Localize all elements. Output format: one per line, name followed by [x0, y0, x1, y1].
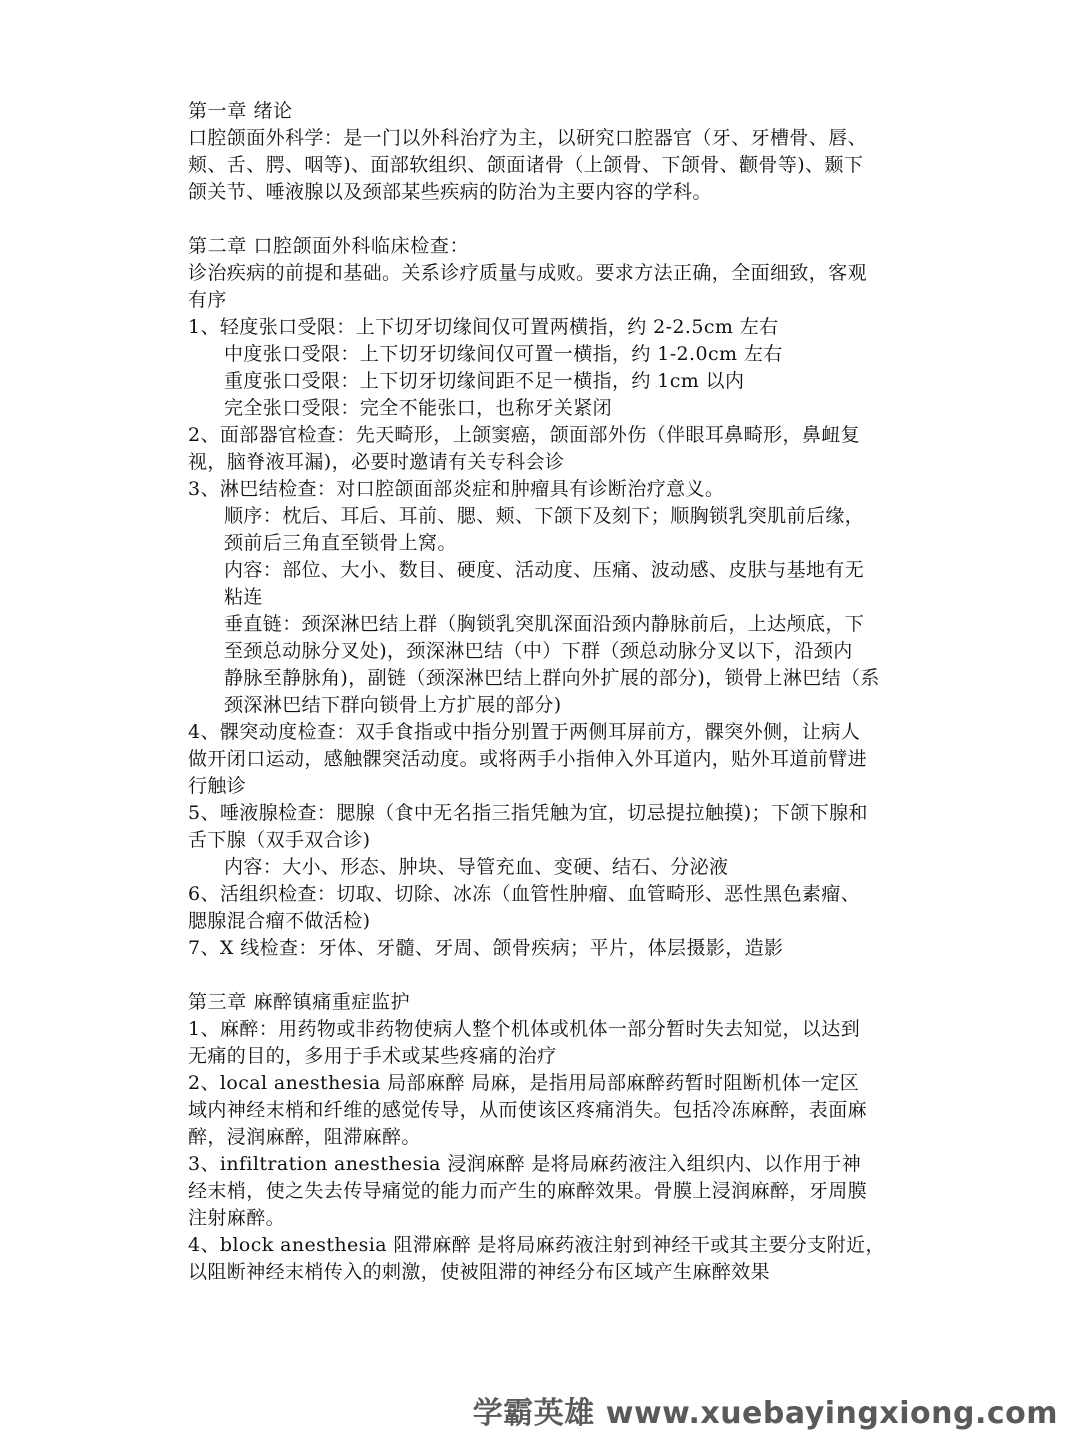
- list-item: 行触诊: [188, 775, 247, 797]
- list-subitem: 完全张口受限：完全不能张口，也称牙关紧闭: [224, 397, 613, 419]
- list-item: 以阻断神经末梢传入的刺激，使被阻滞的神经分布区域产生麻醉效果: [188, 1261, 771, 1283]
- paragraph-line: 颊、舌、腭、咽等)、面部软组织、颌面诸骨（上颌骨、下颌骨、颧骨等)、颞下: [188, 154, 864, 176]
- list-subitem: 中度张口受限：上下切牙切缘间仅可置一横指，约 1-2.0cm 左右: [224, 343, 783, 365]
- list-item: 做开闭口运动，感触髁突活动度。或将两手小指伸入外耳道内，贴外耳道前臂进: [188, 748, 868, 770]
- list-item: 1、麻醉：用药物或非药物使病人整个机体或机体一部分暂时失去知觉，以达到: [188, 1018, 861, 1040]
- site-watermark: 学霸英雄 www.xuebayingxiong.com: [472, 1396, 1058, 1431]
- list-item: 视，脑脊液耳漏)，必要时邀请有关专科会诊: [188, 451, 565, 473]
- list-item: 无痛的目的，多用于手术或某些疼痛的治疗: [188, 1045, 557, 1067]
- document-body: [188, 98, 908, 1286]
- list-subitem: 颈深淋巴结下群向锁骨上方扩展的部分): [224, 694, 562, 716]
- list-item: 4、髁突动度检查：双手食指或中指分别置于两侧耳屏前方，髁突外侧，让病人: [188, 721, 861, 743]
- list-item: 1、轻度张口受限：上下切牙切缘间仅可置两横指，约 2-2.5cm 左右: [188, 316, 779, 338]
- list-subitem: 顺序：枕后、耳后、耳前、腮、颊、下颌下及刻下；顺胸锁乳突肌前后缘，: [224, 505, 865, 527]
- section-gap: [188, 962, 908, 989]
- list-item: 腮腺混合瘤不做活检): [188, 910, 371, 932]
- paragraph-line: 诊治疾病的前提和基础。关系诊疗质量与成败。要求方法正确，全面细致，客观: [188, 262, 868, 284]
- list-item: 经末梢，使之失去传导痛觉的能力而产生的麻醉效果。骨膜上浸润麻醉，牙周膜: [188, 1180, 868, 1202]
- list-item: 醉，浸润麻醉，阻滞麻醉。: [188, 1126, 421, 1148]
- paragraph-line: 颌关节、唾液腺以及颈部某些疾病的防治为主要内容的学科。: [188, 181, 712, 203]
- chapter-2-title: 第二章 口腔颌面外科临床检查：: [188, 235, 470, 257]
- list-subitem: 至颈总动脉分叉处)，颈深淋巴结（中）下群（颈总动脉分叉以下，沿颈内: [224, 640, 853, 662]
- list-subitem: 粘连: [224, 586, 263, 608]
- list-item: 3、infiltration anesthesia 浸润麻醉 是将局麻药液注入组织内、以作用于神: [188, 1153, 862, 1175]
- section-gap: [188, 206, 908, 233]
- list-item: 舌下腺（双手双合诊): [188, 829, 371, 851]
- list-subitem: 静脉至静脉角)，副链（颈深淋巴结上群向外扩展的部分)，锁骨上淋巴结（系: [224, 667, 880, 689]
- list-item: 6、活组织检查：切取、切除、冰冻（血管性肿瘤、血管畸形、恶性黑色素瘤、: [188, 883, 861, 905]
- list-item: 注射麻醉。: [188, 1207, 286, 1229]
- list-item: 4、block anesthesia 阻滞麻醉 是将局麻药液注射到神经干或其主要分支附近，: [188, 1234, 885, 1256]
- chapter-3-title: 第三章 麻醉镇痛重症监护: [188, 991, 411, 1013]
- list-item: 域内神经末梢和纤维的感觉传导，从而使该区疼痛消失。包括冷冻麻醉，表面麻: [188, 1099, 868, 1121]
- list-subitem: 重度张口受限：上下切牙切缘间距不足一横指，约 1cm 以内: [224, 370, 745, 392]
- paragraph-line: 有序: [188, 289, 227, 311]
- list-subitem: 内容：大小、形态、肿块、导管充血、变硬、结石、分泌液: [224, 856, 729, 878]
- list-item: 5、唾液腺检查：腮腺（食中无名指三指凭触为宜，切忌提拉触摸)；下颌下腺和: [188, 802, 868, 824]
- list-item: 7、X 线检查：牙体、牙髓、牙周、颌骨疾病；平片，体层摄影，造影: [188, 937, 784, 959]
- list-subitem: 内容：部位、大小、数目、硬度、活动度、压痛、波动感、皮肤与基地有无: [224, 559, 865, 581]
- list-item: 2、面部器官检查：先天畸形，上颌窦癌，颌面部外伤（伴眼耳鼻畸形，鼻衄复: [188, 424, 861, 446]
- chapter-1-title: 第一章 绪论: [188, 100, 293, 122]
- list-subitem: 颈前后三角直至锁骨上窝。: [224, 532, 457, 554]
- list-subitem: 垂直链：颈深淋巴结上群（胸锁乳突肌深面沿颈内静脉前后，上达颅底，下: [224, 613, 865, 635]
- list-item: 2、local anesthesia 局部麻醉 局麻，是指用局部麻醉药暂时阻断机体一定区: [188, 1072, 860, 1094]
- list-item: 3、淋巴结检查：对口腔颌面部炎症和肿瘤具有诊断治疗意义。: [188, 478, 725, 500]
- paragraph-line: 口腔颌面外科学：是一门以外科治疗为主，以研究口腔器官（牙、牙槽骨、唇、: [188, 127, 868, 149]
